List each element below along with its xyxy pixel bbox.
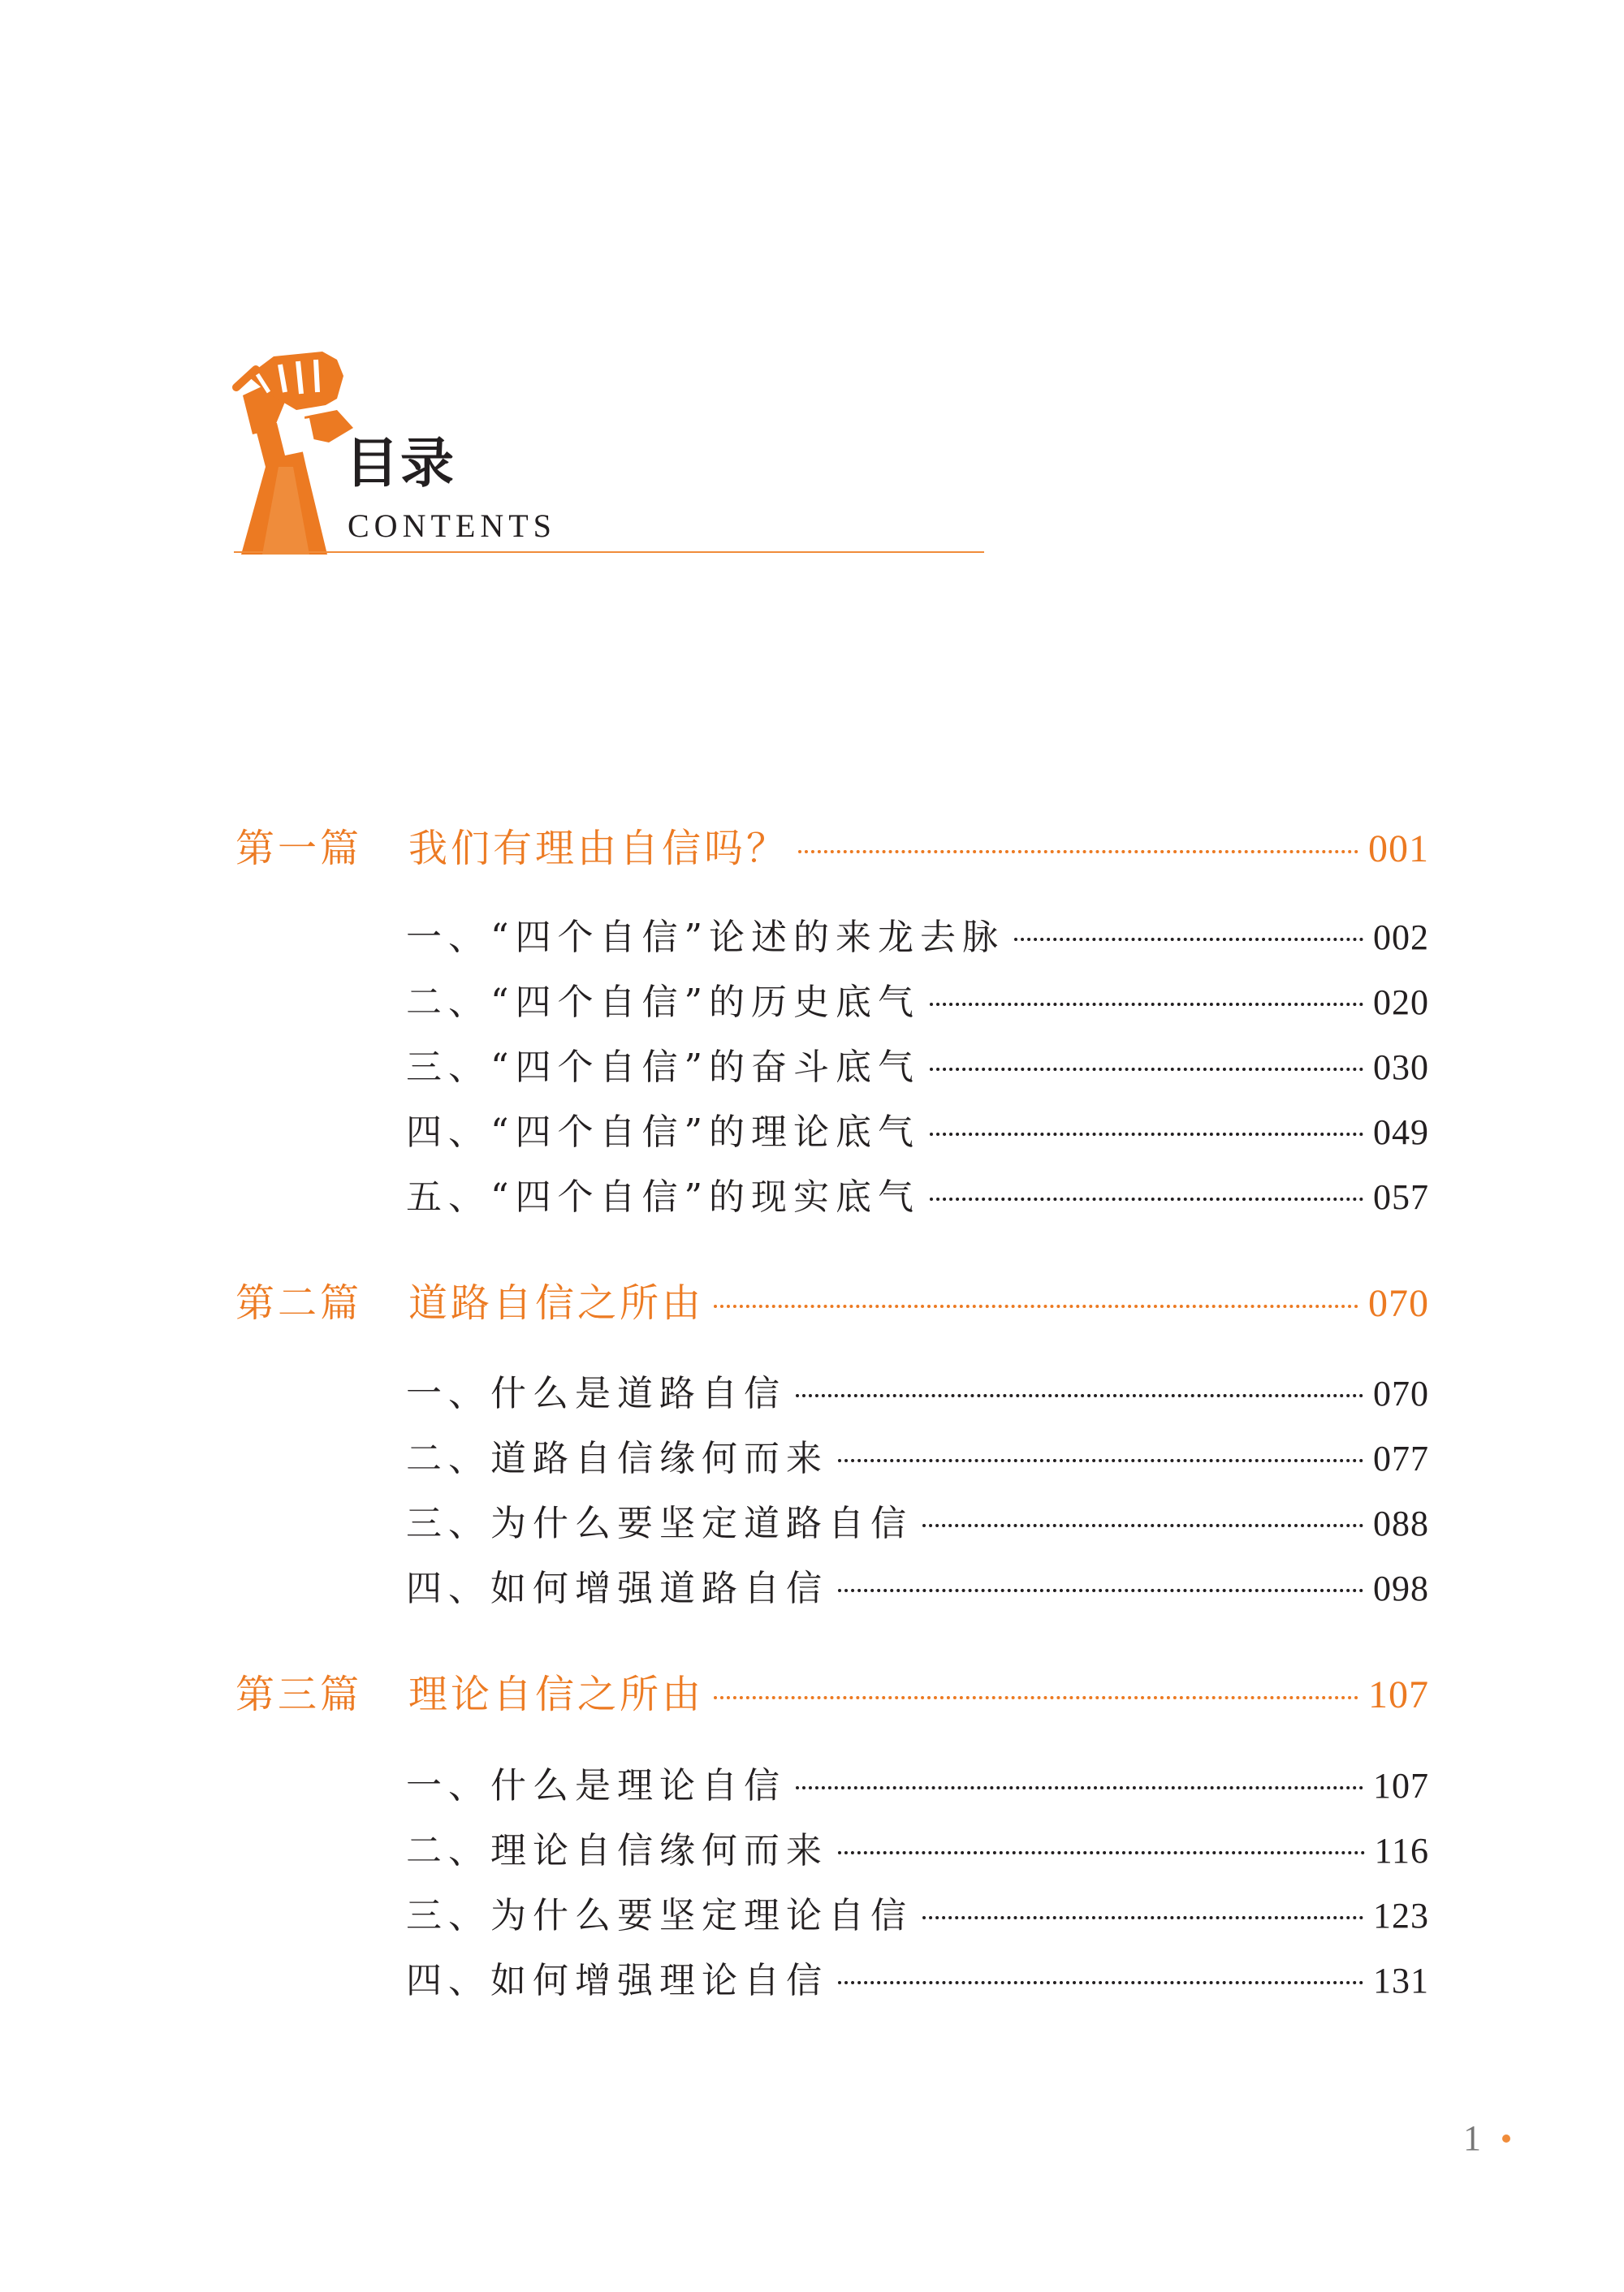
section-page: 030 xyxy=(1373,1047,1429,1087)
toc-section[interactable] xyxy=(406,1500,1429,1548)
dot-leader xyxy=(838,1459,1363,1462)
dot-leader xyxy=(796,1394,1363,1397)
dot-leader xyxy=(714,1696,1358,1699)
section-title: 二、“四个自信”的历史底气 xyxy=(406,982,920,1023)
page-number xyxy=(1463,2117,1510,2159)
chapter-title: 道路自信之所由 xyxy=(408,1280,705,1326)
section-page: 070 xyxy=(1373,1374,1429,1414)
section-title: 一、“四个自信”论述的来龙去脉 xyxy=(406,917,1004,958)
dot-leader xyxy=(796,1786,1363,1789)
toc-section[interactable] xyxy=(406,978,1429,1027)
toc-chapter[interactable] xyxy=(235,1670,1429,1719)
toc-section[interactable] xyxy=(406,1762,1429,1811)
chapter-number: 第一篇 xyxy=(235,826,363,871)
toc-section[interactable] xyxy=(406,1370,1429,1418)
section-title: 四、“四个自信”的理论底气 xyxy=(406,1111,920,1153)
section-title: 五、“四个自信”的现实底气 xyxy=(406,1176,920,1218)
toc-chapter[interactable] xyxy=(235,824,1429,873)
section-page: 002 xyxy=(1373,917,1429,957)
section-title: 四、如何增强道路自信 xyxy=(406,1568,828,1609)
section-title: 四、如何增强理论自信 xyxy=(406,1960,828,2001)
section-page: 049 xyxy=(1373,1112,1429,1152)
page-number-value: 1 xyxy=(1463,2118,1481,2158)
toc-section[interactable] xyxy=(406,1827,1429,1875)
dot-leader xyxy=(714,1305,1358,1308)
toc-section[interactable] xyxy=(406,913,1429,962)
chapter-title: 我们有理由自信吗？ xyxy=(408,826,789,871)
section-page: 077 xyxy=(1373,1439,1429,1478)
chapter-title: 理论自信之所由 xyxy=(408,1672,705,1717)
dot-leader xyxy=(1014,938,1363,941)
section-title: 三、“四个自信”的奋斗底气 xyxy=(406,1047,920,1088)
section-title: 二、理论自信缘何而来 xyxy=(406,1830,828,1871)
section-title: 一、什么是理论自信 xyxy=(406,1765,786,1806)
toc-section[interactable] xyxy=(406,1435,1429,1483)
toc-section[interactable] xyxy=(406,1565,1429,1613)
chapter-page: 107 xyxy=(1368,1673,1429,1716)
dot-leader xyxy=(922,1524,1363,1527)
toc-section[interactable] xyxy=(406,1892,1429,1940)
toc-section[interactable] xyxy=(406,1043,1429,1092)
section-title: 三、为什么要坚定理论自信 xyxy=(406,1895,913,1936)
dot-leader xyxy=(838,1851,1365,1854)
dot-leader xyxy=(838,1981,1363,1984)
section-title: 一、什么是道路自信 xyxy=(406,1373,786,1414)
dot-leader xyxy=(930,1133,1363,1136)
chapter-number: 第二篇 xyxy=(235,1280,363,1326)
section-page: 107 xyxy=(1373,1766,1429,1806)
toc-section[interactable] xyxy=(406,1108,1429,1157)
page-subtitle: CONTENTS xyxy=(348,507,556,544)
dot-leader xyxy=(922,1916,1363,1919)
chapter-page: 001 xyxy=(1368,827,1429,870)
toc-section[interactable] xyxy=(406,1173,1429,1222)
section-page: 123 xyxy=(1373,1896,1429,1936)
bullet-dot-icon xyxy=(1502,2134,1510,2143)
section-title: 三、为什么要坚定道路自信 xyxy=(406,1503,913,1544)
section-page: 131 xyxy=(1373,1961,1429,2001)
section-page: 020 xyxy=(1373,982,1429,1022)
toc-section[interactable] xyxy=(406,1957,1429,2005)
dot-leader xyxy=(930,1068,1363,1071)
section-page: 057 xyxy=(1373,1177,1429,1217)
dot-leader xyxy=(798,850,1358,853)
section-page: 088 xyxy=(1373,1504,1429,1543)
chapter-number: 第三篇 xyxy=(235,1672,363,1717)
toc-chapter[interactable] xyxy=(235,1279,1429,1327)
dot-leader xyxy=(930,1198,1363,1201)
section-page: 098 xyxy=(1373,1569,1429,1608)
dot-leader xyxy=(930,1003,1363,1006)
dot-leader xyxy=(838,1589,1363,1592)
chapter-page: 070 xyxy=(1368,1282,1429,1325)
section-title: 二、道路自信缘何而来 xyxy=(406,1438,828,1479)
page-title: 目录 xyxy=(345,432,456,494)
section-page: 116 xyxy=(1374,1831,1429,1871)
